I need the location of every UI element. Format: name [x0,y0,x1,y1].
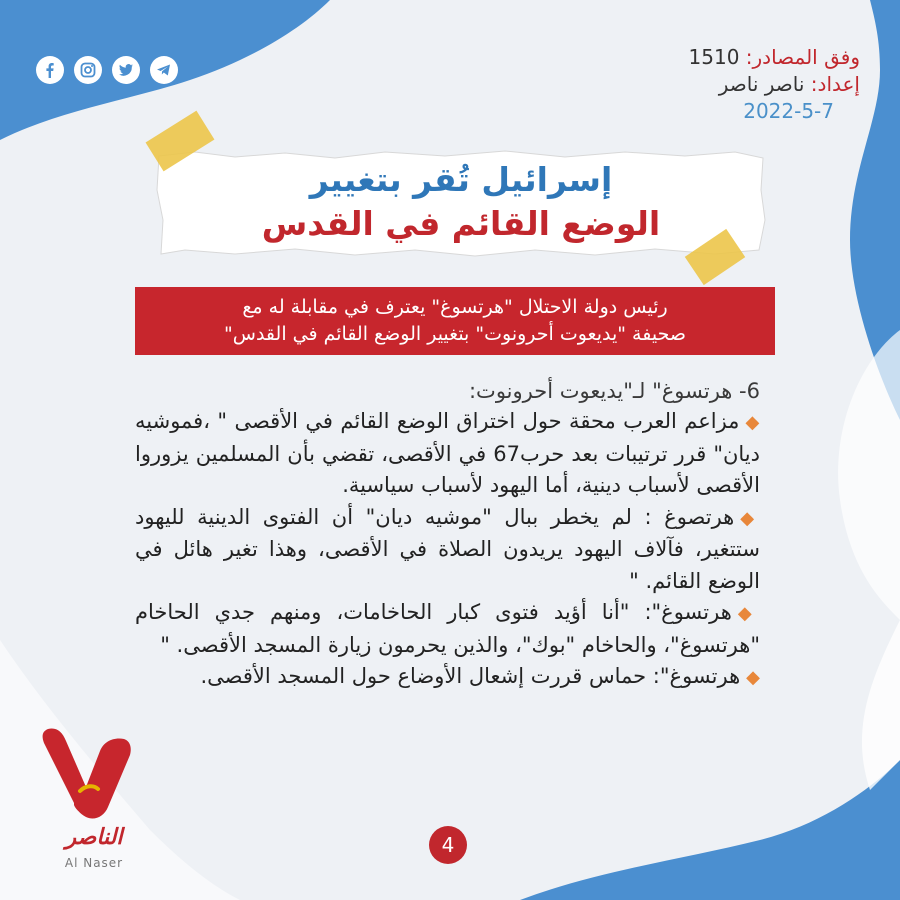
twitter-icon[interactable] [112,56,140,84]
paragraph-text: هرتسوغ": "أنا أؤيد فتوى كبار الحاخامات، ومنهم جدي الحاخام "هرتسوغ"، والحاخام "بوك"، والذين يحرمون زيارة المسجد الأقصى. " [135,600,760,657]
paragraph [135,661,760,694]
diamond-bullet-icon: ◆ [737,603,761,624]
paragraph [135,502,760,598]
diamond-bullet-icon: ◆ [746,667,760,688]
telegram-icon[interactable] [150,56,178,84]
instagram-icon[interactable] [74,56,102,84]
page-title [155,158,767,246]
logo-arabic: الناصر [65,825,123,850]
social-icons [36,56,178,84]
publish-date: 2022-5-7 [743,99,834,123]
facebook-icon[interactable] [36,56,64,84]
section-heading: 6- هرتسوغ" لـ"يديعوت أحرونوت: [468,379,760,403]
meta-info [689,44,860,125]
paragraph [135,597,760,661]
victory-hand-icon [34,725,154,825]
al-naser-logo [34,725,154,875]
paragraph-text: هرتسوغ": حماس قررت إشعال الأوضاع حول المسجد الأقصى. [200,664,741,688]
author-value: ناصر ناصر [718,72,805,96]
subtitle-line-2: صحيفة "يديعوت أحرونوت" بتغيير الوضع القائم في القدس" [224,323,686,345]
paragraph [135,406,760,502]
diamond-bullet-icon: ◆ [745,412,761,433]
page-number: 4 [429,826,467,864]
title-line-2: الوضع القائم في القدس [261,204,661,243]
paragraph-text: هرتصوغ : لم يخطر ببال "موشيه ديان" أن الفتوى الدينية لليهود ستتغير، فآلاف اليهود يريدون الصلاة في الأقصى، وهذا تغير هائل في الوضع القائم. " [135,504,760,593]
author-label: إعداد: [810,72,860,96]
title-line-1: إسرائيل تُقر بتغيير [309,160,613,199]
bottom-right-blue-wave [520,760,900,900]
subtitle-box [135,287,775,355]
sources-label: وفق المصادر: [745,45,860,69]
paragraph-text: مزاعم العرب محقة حول اختراق الوضع القائم في الأقصى " ،فموشيه ديان" قرر ترتيبات بعد حرب67 في الأقصى، تقضي بأن المسلمين يزوروا الأقصى لأسباب دينية، أما اليهود لأسباب سياسية. [135,409,760,497]
sources-value: 1510 [688,45,740,69]
diamond-bullet-icon: ◆ [740,507,761,529]
right-bottom-white [862,620,900,790]
right-mid-wave [838,330,900,620]
logo-english: Al Naser [64,856,124,870]
sources-row [689,44,860,71]
author-row [689,71,860,98]
article-body [135,376,760,694]
subtitle-line-1: رئيس دولة الاحتلال "هرتسوغ" يعترف في مقابلة له مع [242,296,668,318]
